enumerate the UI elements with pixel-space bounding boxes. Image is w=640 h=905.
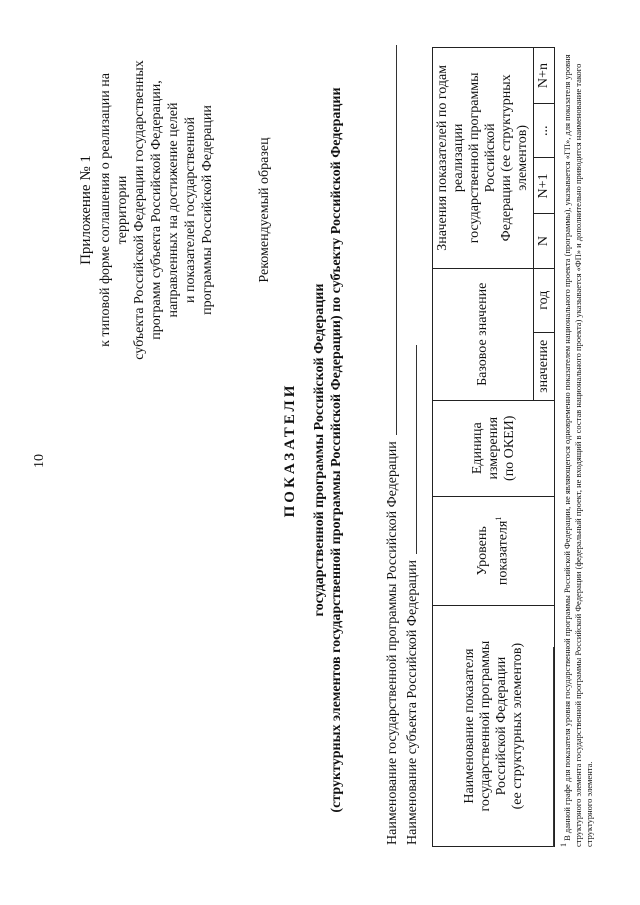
header-text: (по ОКЕИ) xyxy=(501,415,517,481)
subject-name-blank xyxy=(415,345,417,554)
appendix-title: Приложение № 1 xyxy=(78,155,94,265)
header-text: Значения показателей по годам реализации xyxy=(435,64,466,251)
indicators-table xyxy=(432,47,555,847)
program-name-label: Наименование государственной программы Российской Федерации xyxy=(385,441,400,845)
header-text: измерения xyxy=(485,416,501,480)
header-text: показателя xyxy=(495,520,511,586)
appendix-line: субъекта Российской Федерации государственных xyxy=(132,60,147,360)
header-text: Единица xyxy=(469,422,485,475)
appendix-header xyxy=(78,45,273,375)
header-year-n: N xyxy=(534,214,555,268)
header-text xyxy=(491,501,512,602)
document-title xyxy=(282,65,345,835)
appendix-line: к типовой форме соглашения о реализации на территории xyxy=(98,73,130,347)
header-text: Федерации (ее структурных элементов) xyxy=(499,74,530,242)
header-text: Уровень xyxy=(475,526,491,576)
header-yearly-values xyxy=(433,48,534,269)
header-text: (ее структурных элементов) xyxy=(509,642,525,810)
page-number: 10 xyxy=(32,454,47,468)
subject-name-field xyxy=(405,345,421,845)
title-main: ПОКАЗАТЕЛИ xyxy=(282,382,298,518)
footnote xyxy=(558,27,595,847)
header-year-ellipsis: ... xyxy=(534,104,555,158)
program-name-field xyxy=(385,45,401,845)
subject-name-label: Наименование субъекта Российской Федерации xyxy=(405,559,420,845)
program-name-blank xyxy=(395,45,397,435)
title-subline: государственной программы Российской Федерации xyxy=(312,283,327,617)
header-base-value: Базовое значение xyxy=(433,268,534,400)
appendix-line: и показателей государственной xyxy=(183,117,198,303)
table-header-row xyxy=(433,48,534,847)
header-text: государственной программы Российской xyxy=(467,72,498,244)
footnote-divider xyxy=(553,647,554,847)
header-unit xyxy=(433,400,555,496)
header-base-value-year: год xyxy=(534,268,555,332)
appendix-line: программ субъекта Российской Федерации, xyxy=(149,80,164,340)
recommended-sample-note: Рекомендуемый образец xyxy=(257,137,272,283)
footnote-marker: 1 xyxy=(559,843,568,847)
header-base-value-value: значение xyxy=(534,332,555,400)
header-year-n-plus-1: N+1 xyxy=(534,158,555,214)
header-text: Наименование показателя xyxy=(461,648,477,804)
header-text: государственной программы xyxy=(477,640,493,812)
title-subline: (структурных элементов государственной программы Российской Федерации) по субъекту Российской Федерации xyxy=(329,87,344,813)
header-indicator-name xyxy=(433,606,555,847)
header-text: Российской Федерации xyxy=(493,656,509,796)
appendix-line: направленных на достижение целей xyxy=(166,102,181,318)
header-year-n-plus-n: N+n xyxy=(534,48,555,104)
header-indicator-level xyxy=(433,496,555,606)
footnote-text: В данной графе для показателя уровня государственной программы Российской Федерации, не являющегося одновременно показателем национального проекта (программы), указывается «ГП», для показателя уровня структурного элемента государственной программы Российской Федерации (федеральный проект, не входящий в состав национального проекта) указывается «ФП» и дополнительно приводится наименование такого структурного элемента. xyxy=(561,54,594,847)
appendix-line: программы Российской Федерации xyxy=(200,105,215,315)
footnote-ref: 1 xyxy=(494,516,504,521)
